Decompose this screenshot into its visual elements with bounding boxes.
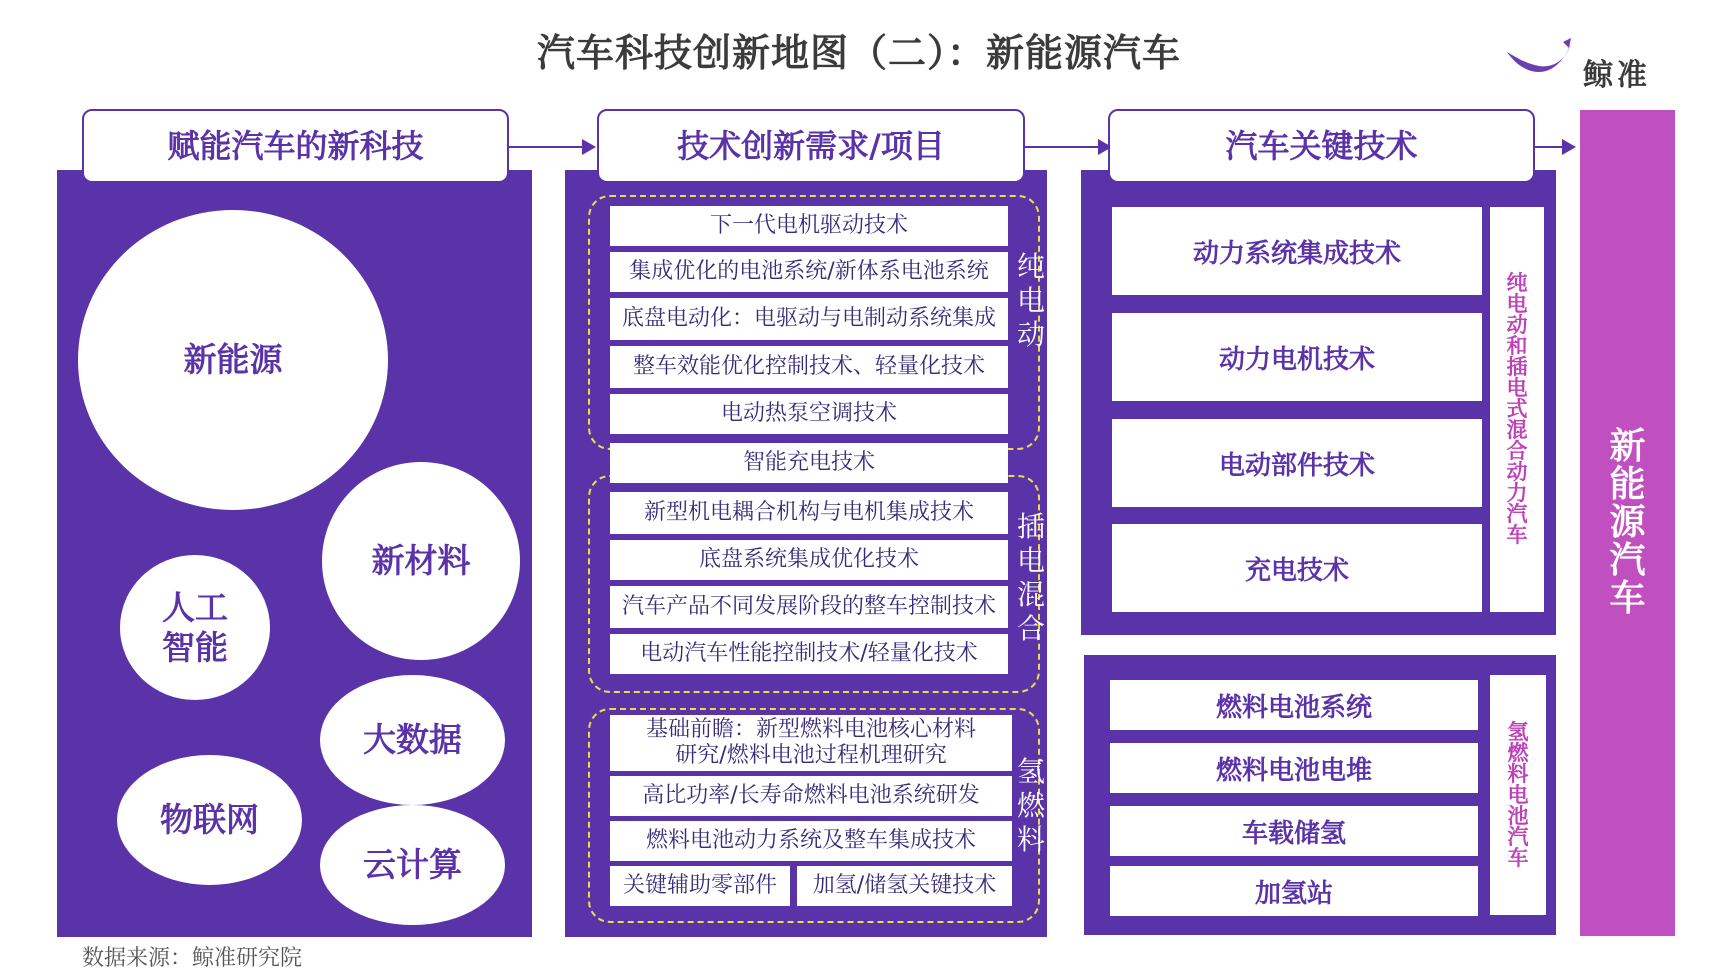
- fcev-item-4: 关键辅助零部件: [610, 866, 790, 906]
- data-source: 数据来源：鲸准研究院: [82, 946, 303, 971]
- fcev-item-2: 高比功率/长寿命燃料电池系统研发: [610, 776, 1012, 816]
- ev-category-label: [1490, 207, 1544, 612]
- circle-cloud: 云计算: [320, 805, 505, 925]
- bev-item-2: 集成优化的电池系统/新体系电池系统: [610, 252, 1008, 292]
- phev-item-1: 新型机电耦合机构与电机集成技术: [610, 492, 1008, 534]
- logo: [1505, 38, 1665, 98]
- key-tech-charging: 充电技术: [1112, 524, 1482, 612]
- h2-category-label: [1490, 675, 1546, 915]
- logo-text: 鲸准: [1583, 58, 1651, 93]
- h2-category-text: 氢燃料电池汽车: [1507, 719, 1529, 870]
- key-tech-fuel-cell-stack: 燃料电池电堆: [1110, 743, 1478, 793]
- bev-item-5: 电动热泵空调技术: [610, 394, 1008, 434]
- group-phev-label: 插电混合: [1016, 510, 1045, 645]
- bev-item-3: 底盘电动化：电驱动与电制动系统集成: [610, 298, 1008, 340]
- key-tech-h2-station: 加氢站: [1110, 866, 1478, 916]
- whale-icon: [1505, 38, 1575, 88]
- circle-iot: 物联网: [117, 755, 302, 885]
- fcev-item-3: 燃料电池动力系统及整车集成技术: [610, 821, 1012, 861]
- bev-item-4: 整车效能优化控制技术、轻量化技术: [610, 346, 1008, 388]
- ev-category-text: 纯电动和插电式混合动力汽车: [1506, 271, 1528, 547]
- final-category-nev: [1580, 110, 1675, 936]
- group-bev-label: 纯电动: [1016, 250, 1045, 351]
- phev-item-3: 汽车产品不同发展阶段的整车控制技术: [610, 586, 1008, 628]
- final-category-text: 新能源汽车: [1609, 426, 1646, 619]
- circle-big-data: 大数据: [320, 675, 505, 805]
- group-fcev-label: 氢燃料: [1016, 755, 1045, 856]
- fcev-item-5: 加氢/储氢关键技术: [797, 866, 1012, 906]
- arrow-2: [1024, 146, 1110, 148]
- key-tech-fuel-cell-system: 燃料电池系统: [1110, 680, 1478, 730]
- key-tech-powertrain: 动力系统集成技术: [1112, 207, 1482, 295]
- header-new-tech: 赋能汽车的新科技: [82, 109, 509, 183]
- page-title: 汽车科技创新地图（二）：新能源汽车: [536, 31, 1181, 75]
- header-innovation: 技术创新需求/项目: [597, 109, 1025, 183]
- circle-new-energy: 新能源: [78, 210, 388, 510]
- arrow-1: [509, 146, 594, 148]
- key-tech-motor: 动力电机技术: [1112, 313, 1482, 401]
- shared-item-smart-charging: 智能充电技术: [610, 443, 1008, 483]
- bev-item-1: 下一代电机驱动技术: [610, 206, 1008, 246]
- phev-item-2: 底盘系统集成优化技术: [610, 540, 1008, 580]
- circle-ai: [120, 555, 270, 700]
- fcev-item-1: 基础前瞻：新型燃料电池核心材料研究/燃料电池过程机理研究: [610, 715, 1012, 771]
- arrow-3: [1534, 146, 1574, 148]
- circle-ai-label: 人工智能: [162, 587, 228, 667]
- header-key-tech: 汽车关键技术: [1108, 109, 1535, 183]
- key-tech-electric-parts: 电动部件技术: [1112, 419, 1482, 507]
- circle-new-materials: 新材料: [322, 462, 520, 660]
- key-tech-onboard-h2: 车载储氢: [1110, 806, 1478, 856]
- phev-item-4: 电动汽车性能控制技术/轻量化技术: [610, 634, 1008, 674]
